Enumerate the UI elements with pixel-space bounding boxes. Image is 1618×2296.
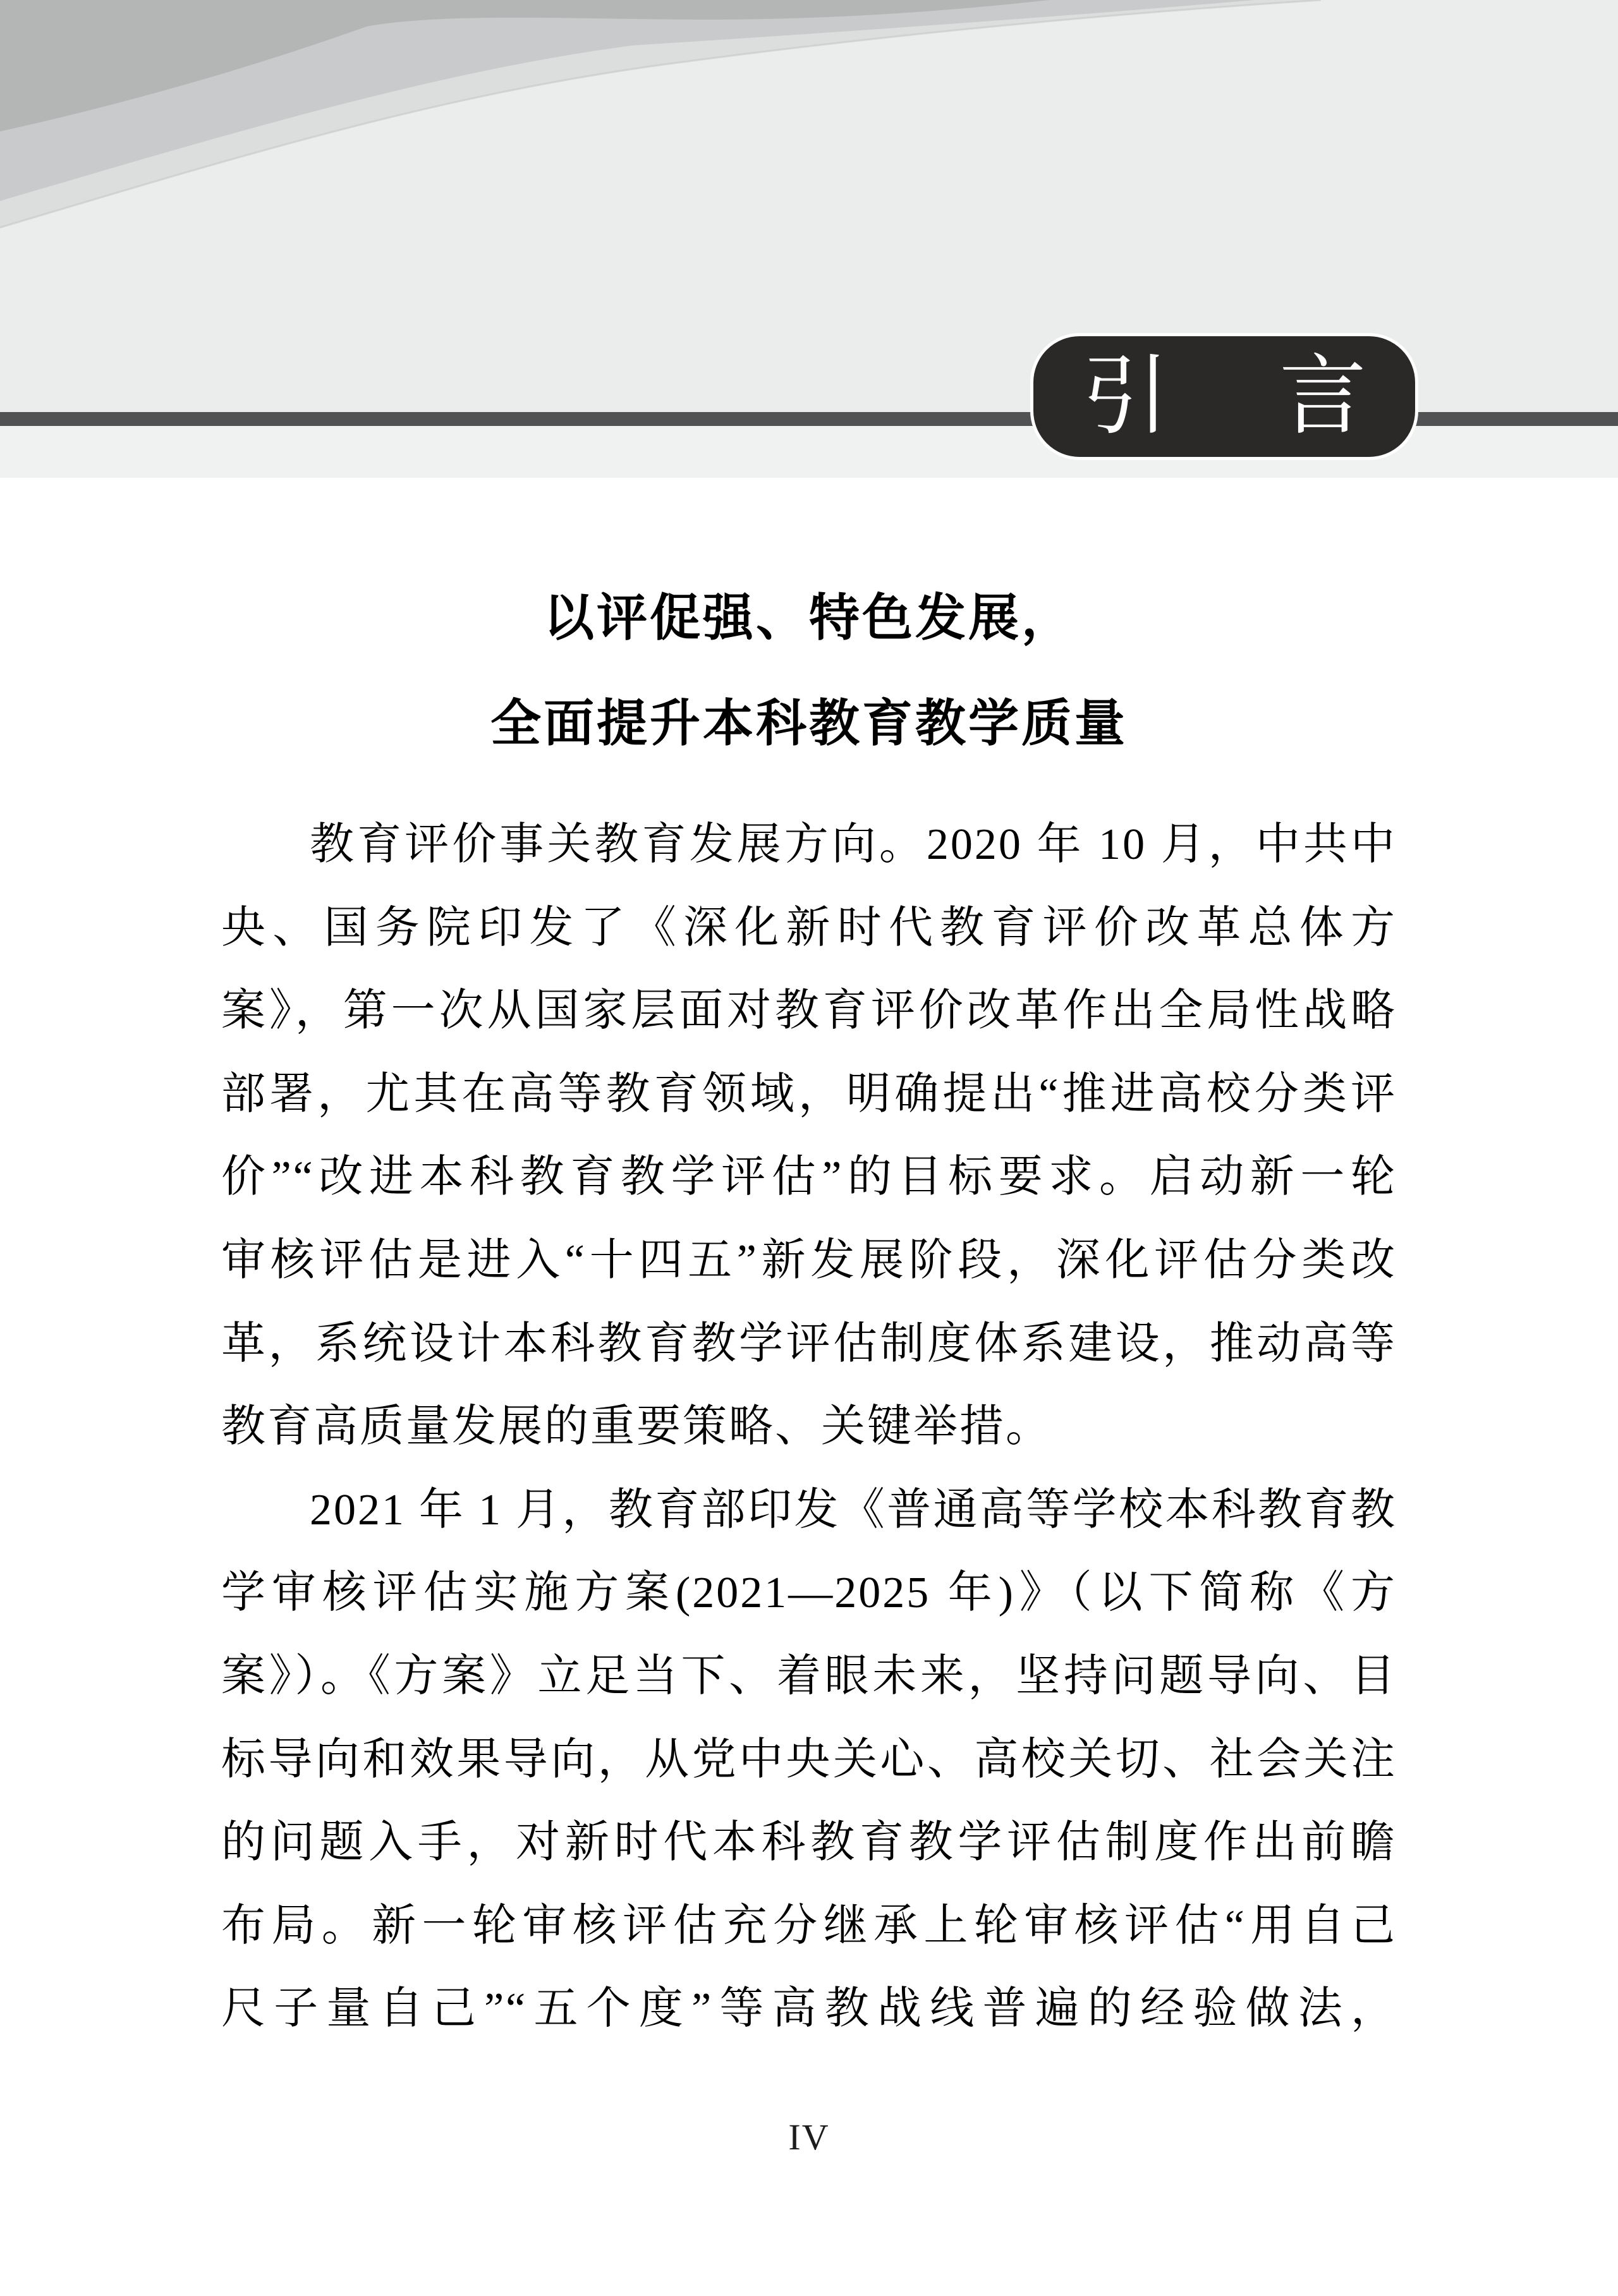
body-line: 案》，第一次从国家层面对教育评价改革作出全局性战略 xyxy=(221,987,1397,1036)
body-line: 部署，尤其在高等教育领域，明确提出“推进高校分类评 xyxy=(221,1069,1397,1119)
body-line: 教育高质量发展的重要策略、关键举措。 xyxy=(221,1402,1052,1452)
body-line: 的问题入手，对新时代本科教育教学评估制度作出前瞻 xyxy=(221,1818,1397,1868)
section-title-line1: 以评促强、特色发展， xyxy=(544,591,1074,647)
body-line: 教育评价事关教育发展方向。2020 年 10 月，中共中 xyxy=(310,820,1397,869)
body-line: 尺子量自己”“五个度”等高教战线普遍的经验做法， xyxy=(221,1984,1397,2034)
body-line: 审核评估是进入“十四五”新发展阶段，深化评估分类改 xyxy=(221,1236,1397,1285)
body-line: 标导向和效果导向，从党中央关心、高校关切、社会关注 xyxy=(221,1735,1397,1784)
body-text xyxy=(221,803,1397,2051)
body-line: 2021 年 1 月，教育部印发《普通高等学校本科教育教 xyxy=(310,1485,1397,1534)
body-line: 学审核评估实施方案(2021—2025 年)》（以下简称《方 xyxy=(221,1569,1397,1618)
body-line: 布局。新一轮审核评估充分继承上轮审核评估“用自己 xyxy=(221,1901,1397,1950)
body-line: 案》）。《方案》立足当下、着眼未来，坚持问题导向、目 xyxy=(221,1651,1397,1701)
chapter-badge-label: 引 言 xyxy=(1081,348,1378,445)
section-title-line2: 全面提升本科教育教学质量 xyxy=(490,696,1128,752)
section-title xyxy=(221,566,1397,777)
body-line: 价”“改进本科教育教学评估”的目标要求。启动新一轮 xyxy=(221,1153,1397,1202)
body-line: 革，系统设计本科教育教学评估制度体系建设，推动高等 xyxy=(221,1319,1397,1368)
chapter-badge xyxy=(1030,333,1418,460)
page-number: IV xyxy=(788,2117,830,2158)
body-line: 央、国务院印发了《深化新时代教育评价改革总体方 xyxy=(221,903,1397,952)
